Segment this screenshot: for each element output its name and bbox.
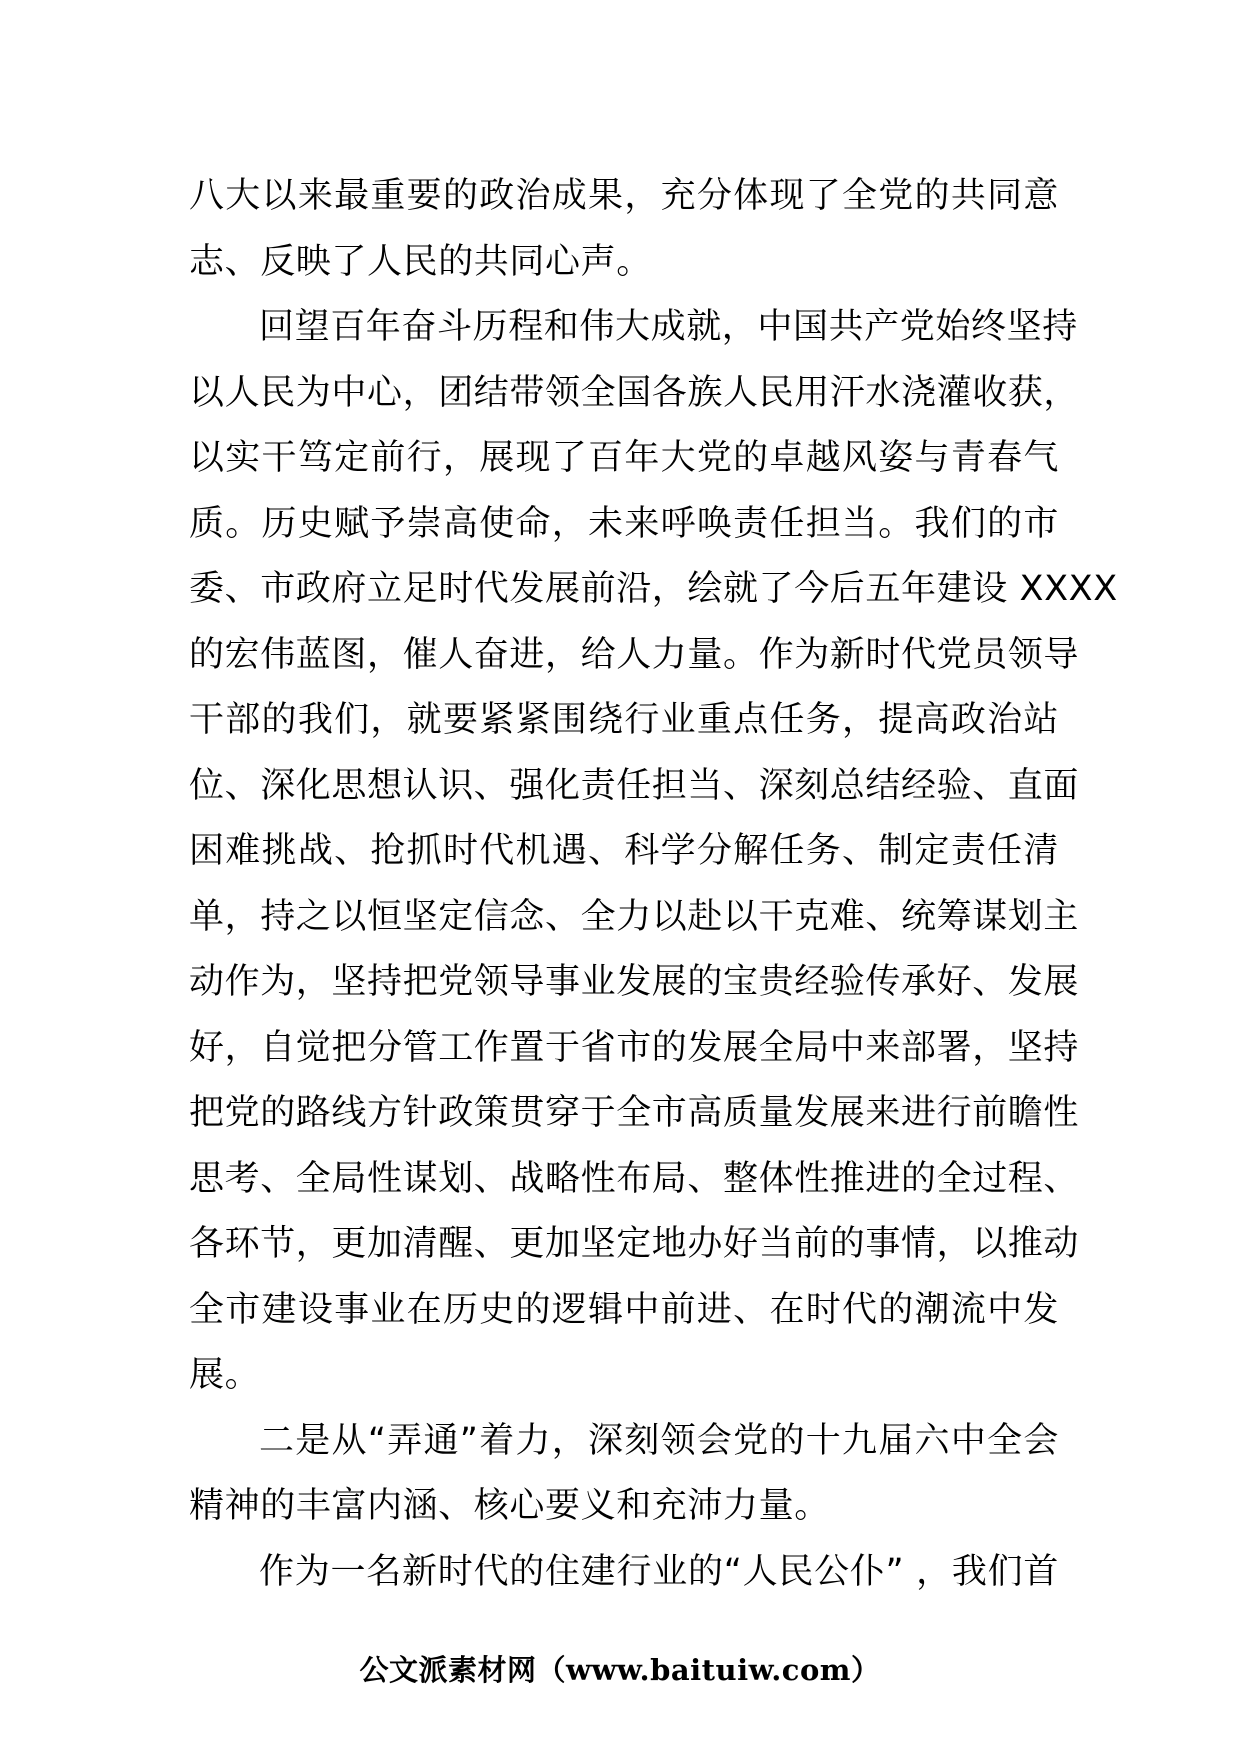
text-line: 回望百年奋斗历程和伟大成就，中国共产党始终坚持: [259, 307, 1078, 347]
text-line: 展。: [189, 1355, 261, 1395]
text-line: 单，持之以恒坚定信念、全力以赴以干克难、统筹谋划主: [189, 896, 1080, 937]
text-line: 委、市政府立足时代发展前沿，绘就了今后五年建设 XXXX: [189, 569, 1118, 609]
text-line: 的宏伟蓝图，催人奋进，给人力量。作为新时代党员领导: [189, 634, 1080, 675]
text-line: 二是从“弄通”着力，深刻领会党的十九届六中全会: [259, 1420, 1059, 1461]
text-line: 好，自觉把分管工作置于省市的发展全局中来部署，坚持: [189, 1027, 1080, 1068]
text-line: 各环节，更加清醒、更加坚定地办好当前的事情，以推动: [189, 1224, 1080, 1264]
text-line: 八大以来最重要的政治成果，充分体现了全党的共同意: [189, 176, 1059, 216]
text-line: 全市建设事业在历史的逻辑中前进、在时代的潮流中发: [189, 1289, 1059, 1330]
footer-watermark: 公文派素材网（www.baituiw.com）: [359, 1653, 881, 1687]
text-line: 以实干笃定前行，展现了百年大党的卓越风姿与青春气: [189, 438, 1059, 478]
text-line: 以人民为中心，团结带领全国各族人民用汗水浇灌收获，: [189, 372, 1080, 413]
text-line: 思考、全局性谋划、战略性布局、整体性推进的全过程、: [189, 1158, 1080, 1199]
text-line: 把党的路线方针政策贯穿于全市高质量发展来进行前瞻性: [189, 1093, 1080, 1133]
text-line: 干部的我们，就要紧紧围绕行业重点任务，提高政治站: [189, 700, 1059, 740]
text-line: 作为一名新时代的住建行业的“人民公仆” ，我们首: [259, 1551, 1059, 1592]
text-line: 精神的丰富内涵、核心要义和充沛力量。: [189, 1486, 830, 1526]
text-line: 困难挑战、抢抓时代机遇、科学分解任务、制定责任清: [189, 831, 1059, 871]
document-body: [189, 164, 1118, 1605]
text-line: 志、反映了人民的共同心声。: [189, 241, 652, 282]
text-line: 质。历史赋予崇高使命，未来呼唤责任担当。我们的市: [189, 503, 1059, 544]
text-line: 位、深化思想认识、强化责任担当、深刻总结经验、直面: [189, 765, 1080, 806]
text-line: 动作为，坚持把党领导事业发展的宝贵经验传承好、发展: [189, 962, 1080, 1002]
